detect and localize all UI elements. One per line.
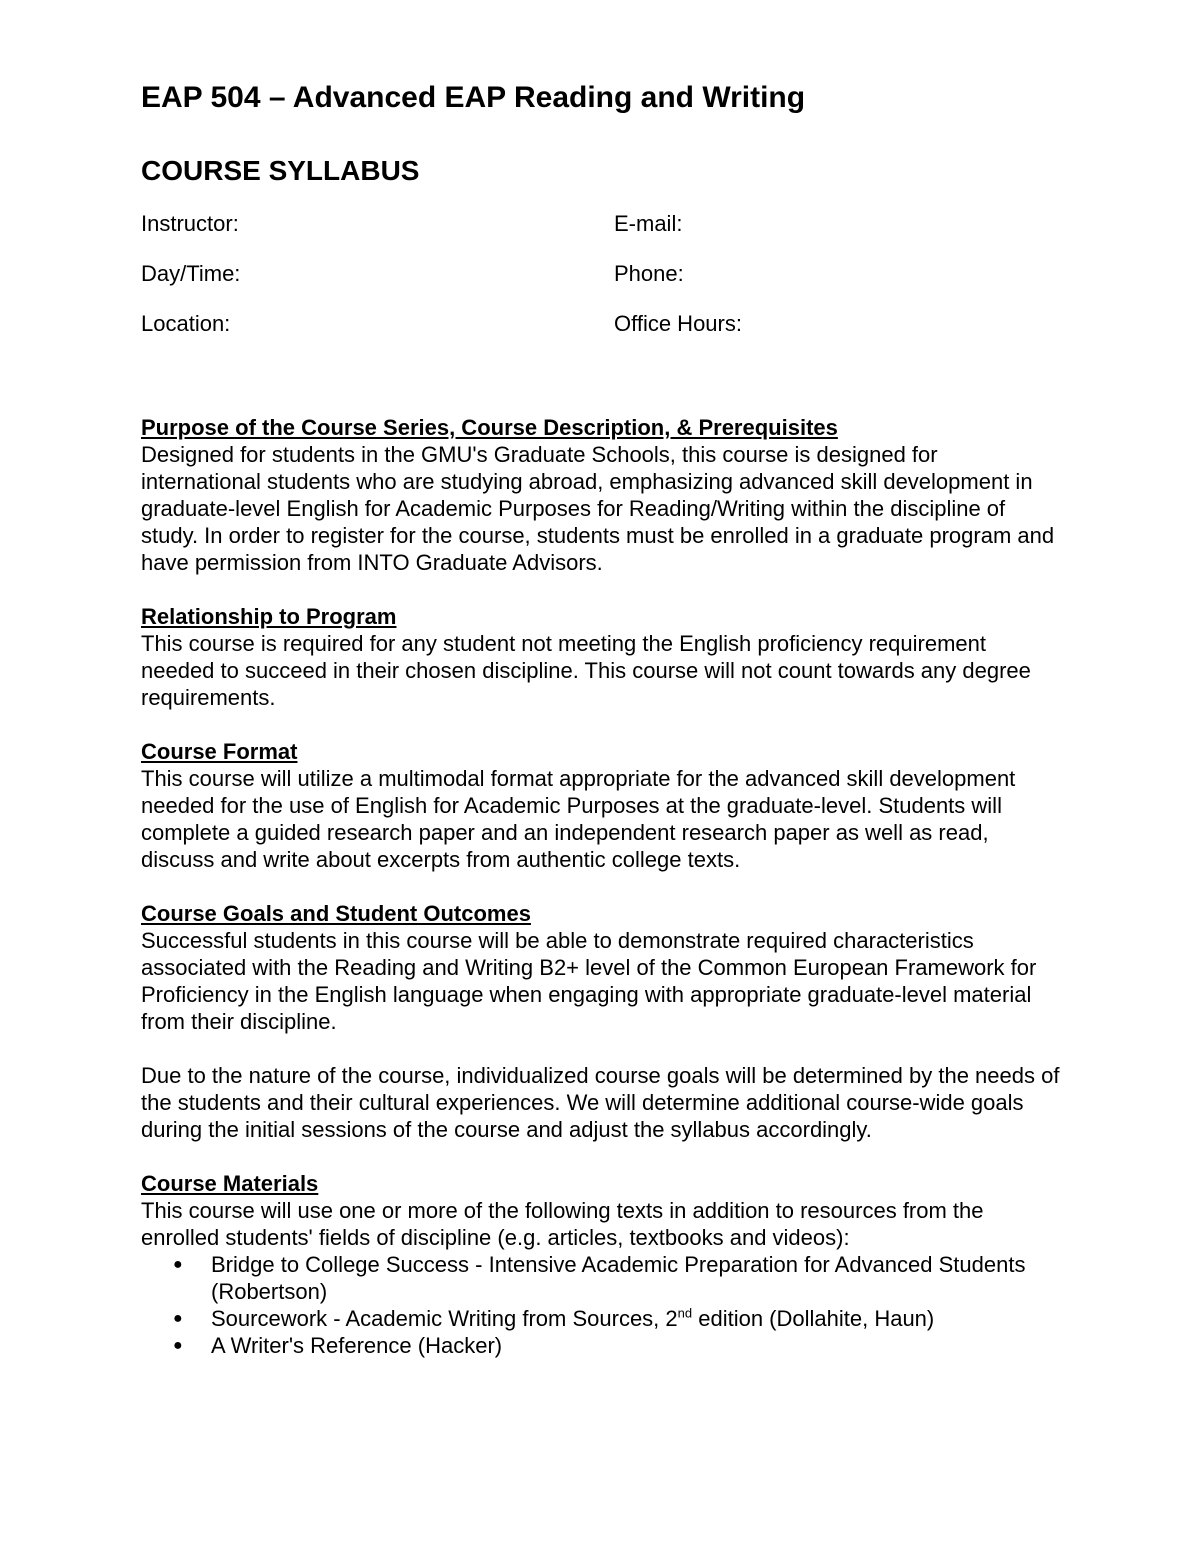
goals-body-1: Successful students in this course will be able to demonstrate required characteristics associated with the Reading and Writing B2+ level of the Common European Framework for Proficiency in the English language when engaging with appropriate graduate-level material from their discipline. xyxy=(141,928,1037,1034)
goals-heading: Course Goals and Student Outcomes xyxy=(141,901,531,926)
course-title: EAP 504 – Advanced EAP Reading and Writing xyxy=(141,81,806,114)
office-hours-label: Office Hours: xyxy=(614,311,742,336)
list-item xyxy=(141,1305,1061,1332)
bullet-icon: ● xyxy=(173,1256,183,1273)
relationship-heading: Relationship to Program xyxy=(141,604,397,629)
list-item xyxy=(141,1332,1061,1359)
relationship-section xyxy=(141,603,1061,711)
syllabus-page xyxy=(141,80,1061,1359)
bullet-icon: ● xyxy=(173,1310,183,1327)
format-heading: Course Format xyxy=(141,739,298,764)
materials-intro: This course will use one or more of the following texts in addition to resources from the enrolled students' fields of discipline (e.g. articles, textbooks and videos): xyxy=(141,1198,984,1250)
purpose-section xyxy=(141,414,1061,576)
relationship-body: This course is required for any student not meeting the English proficiency requirement needed to succeed in their chosen discipline. This course will not count towards any degree requirements. xyxy=(141,631,1031,710)
format-section xyxy=(141,738,1061,873)
materials-heading: Course Materials xyxy=(141,1171,319,1196)
email-label: E-mail: xyxy=(614,211,683,236)
bullet-icon: ● xyxy=(173,1337,183,1354)
materials-list xyxy=(141,1251,1061,1359)
material-text: Bridge to College Success - Intensive Academic Preparation for Advanced Students (Robertson) xyxy=(211,1252,1026,1304)
goals-body-2: Due to the nature of the course, individualized course goals will be determined by the needs of the students and their cultural experiences. We will determine additional course-wide goals during the initial sessions of the course and adjust the syllabus accordingly. xyxy=(141,1063,1060,1142)
material-text: A Writer's Reference (Hacker) xyxy=(211,1333,503,1358)
goals-section xyxy=(141,900,1061,1143)
material-text-post: edition (Dollahite, Haun) xyxy=(692,1306,935,1331)
format-body: This course will utilize a multimodal format appropriate for the advanced skill development needed for the use of English for Academic Purposes at the graduate-level. Students will complete a guided research paper and an independent research paper as well as read, discuss and write about excerpts from authentic college texts. xyxy=(141,766,1016,872)
course-info-grid xyxy=(141,210,1061,338)
materials-section xyxy=(141,1170,1061,1359)
instructor-label: Instructor: xyxy=(141,211,239,236)
document-subtitle: COURSE SYLLABUS xyxy=(141,155,420,186)
list-item xyxy=(141,1251,1061,1305)
location-label: Location: xyxy=(141,311,231,336)
purpose-heading: Purpose of the Course Series, Course Description, & Prerequisites xyxy=(141,415,838,440)
purpose-body: Designed for students in the GMU's Graduate Schools, this course is designed for international students who are studying abroad, emphasizing advanced skill development in graduate-level English for Academic Purposes for Reading/Writing within the discipline of study. In order to register for the course, students must be enrolled in a graduate program and have permission from INTO Graduate Advisors. xyxy=(141,442,1055,575)
material-text-pre: Sourcework - Academic Writing from Sources, 2 xyxy=(211,1306,678,1331)
phone-label: Phone: xyxy=(614,261,684,286)
day-time-label: Day/Time: xyxy=(141,261,241,286)
material-text-sup: nd xyxy=(677,1305,693,1321)
